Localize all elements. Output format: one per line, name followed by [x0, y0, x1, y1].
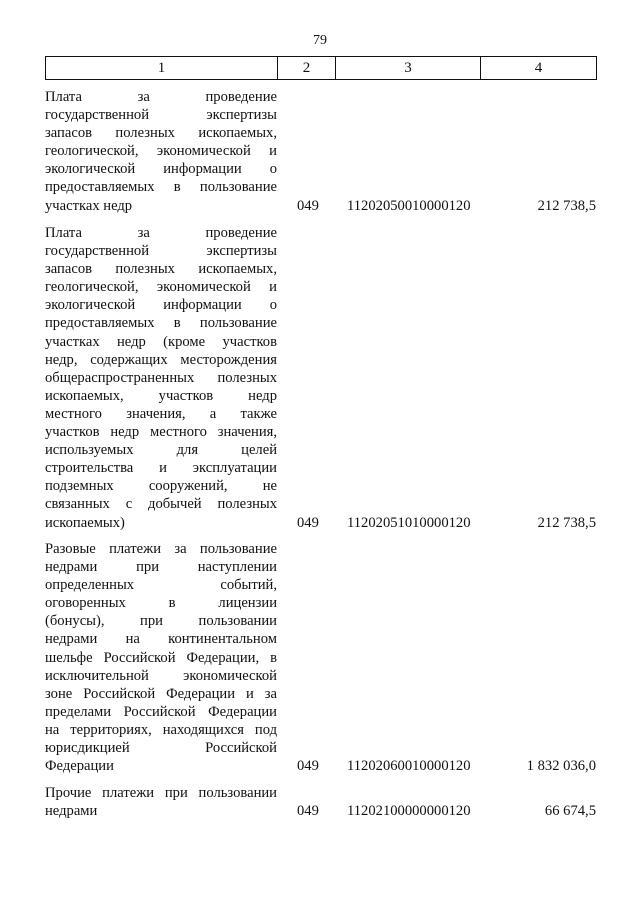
description-line: запасов полезных ископаемых,	[45, 261, 277, 278]
admin-code: 049	[297, 514, 319, 531]
description-line: исключительной экономической	[45, 667, 277, 684]
description-line: запасов полезных ископаемых,	[45, 125, 277, 142]
description-line: ископаемых)	[45, 514, 125, 531]
description-line: связанных с добычей полезных	[45, 496, 277, 513]
description-line: экологической информации о	[45, 161, 277, 178]
description-line: ископаемых, участков недр	[45, 387, 277, 404]
description-line: геологической, экономической и	[45, 279, 277, 296]
description-line: Плата за проведение	[45, 225, 277, 241]
row-description	[45, 88, 277, 215]
row-description	[45, 784, 277, 820]
description-line: участках недр (кроме участков	[45, 333, 277, 350]
description-line: недрами на континентальном	[45, 631, 277, 648]
page-number: 79	[313, 33, 327, 48]
column-header-4: 4	[481, 57, 597, 80]
description-line: государственной экспертизы	[45, 243, 277, 260]
table-row	[45, 784, 596, 824]
budget-code: 11202050010000120	[347, 197, 471, 214]
description-line: общераспространенных полезных	[45, 369, 277, 386]
admin-code: 049	[297, 758, 319, 775]
description-line: недрами при наступлении	[45, 559, 277, 576]
column-header-3: 3	[336, 57, 481, 80]
description-line: Плата за проведение	[45, 89, 277, 105]
amount: 212 738,5	[537, 197, 596, 214]
description-line: Разовые платежи за пользование	[45, 541, 277, 557]
description-line: предоставляемых в пользование	[45, 179, 277, 196]
description-line: шельфе Российской Федерации, в	[45, 649, 277, 666]
description-line: (бонусы), при пользовании	[45, 613, 277, 630]
description-line: оговоренных в лицензии	[45, 595, 277, 612]
description-line: юрисдикцией Российской	[45, 740, 277, 757]
row-description	[45, 224, 277, 532]
description-line: на территориях, находящихся под	[45, 721, 277, 738]
description-line: подземных сооружений, не	[45, 478, 277, 495]
amount: 66 674,5	[544, 803, 596, 820]
description-line: пределами Российской Федерации	[45, 703, 277, 720]
description-line: зоне Российской Федерации и за	[45, 685, 277, 702]
amount: 212 738,5	[537, 514, 596, 531]
description-line: Федерации	[45, 758, 114, 775]
description-line: геологической, экономической и	[45, 143, 277, 160]
description-line: недрами	[45, 803, 98, 820]
row-description	[45, 540, 277, 775]
description-line: недр, содержащих месторождения	[45, 351, 277, 368]
description-line: участков недр местного значения,	[45, 424, 277, 441]
column-header-2: 2	[278, 57, 336, 80]
description-line: Прочие платежи при пользовании	[45, 785, 277, 801]
admin-code: 049	[297, 803, 319, 820]
table-row	[45, 88, 596, 216]
column-header-table	[45, 56, 597, 80]
column-header-1: 1	[46, 57, 278, 80]
description-line: государственной экспертизы	[45, 107, 277, 124]
table-row	[45, 224, 596, 534]
description-line: предоставляемых в пользование	[45, 315, 277, 332]
description-line: участках недр	[45, 197, 133, 214]
budget-code: 11202051010000120	[347, 514, 471, 531]
budget-code: 11202060010000120	[347, 758, 471, 775]
admin-code: 049	[297, 197, 319, 214]
description-line: используемых для целей	[45, 442, 277, 459]
description-line: экологической информации о	[45, 297, 277, 314]
description-line: строительства и эксплуатации	[45, 460, 277, 477]
budget-code: 11202100000000120	[347, 803, 471, 820]
description-line: местного значения, а также	[45, 405, 277, 422]
table-row	[45, 540, 596, 776]
amount: 1 832 036,0	[526, 758, 596, 775]
description-line: определенных событий,	[45, 577, 277, 594]
column-header-row	[46, 57, 597, 80]
